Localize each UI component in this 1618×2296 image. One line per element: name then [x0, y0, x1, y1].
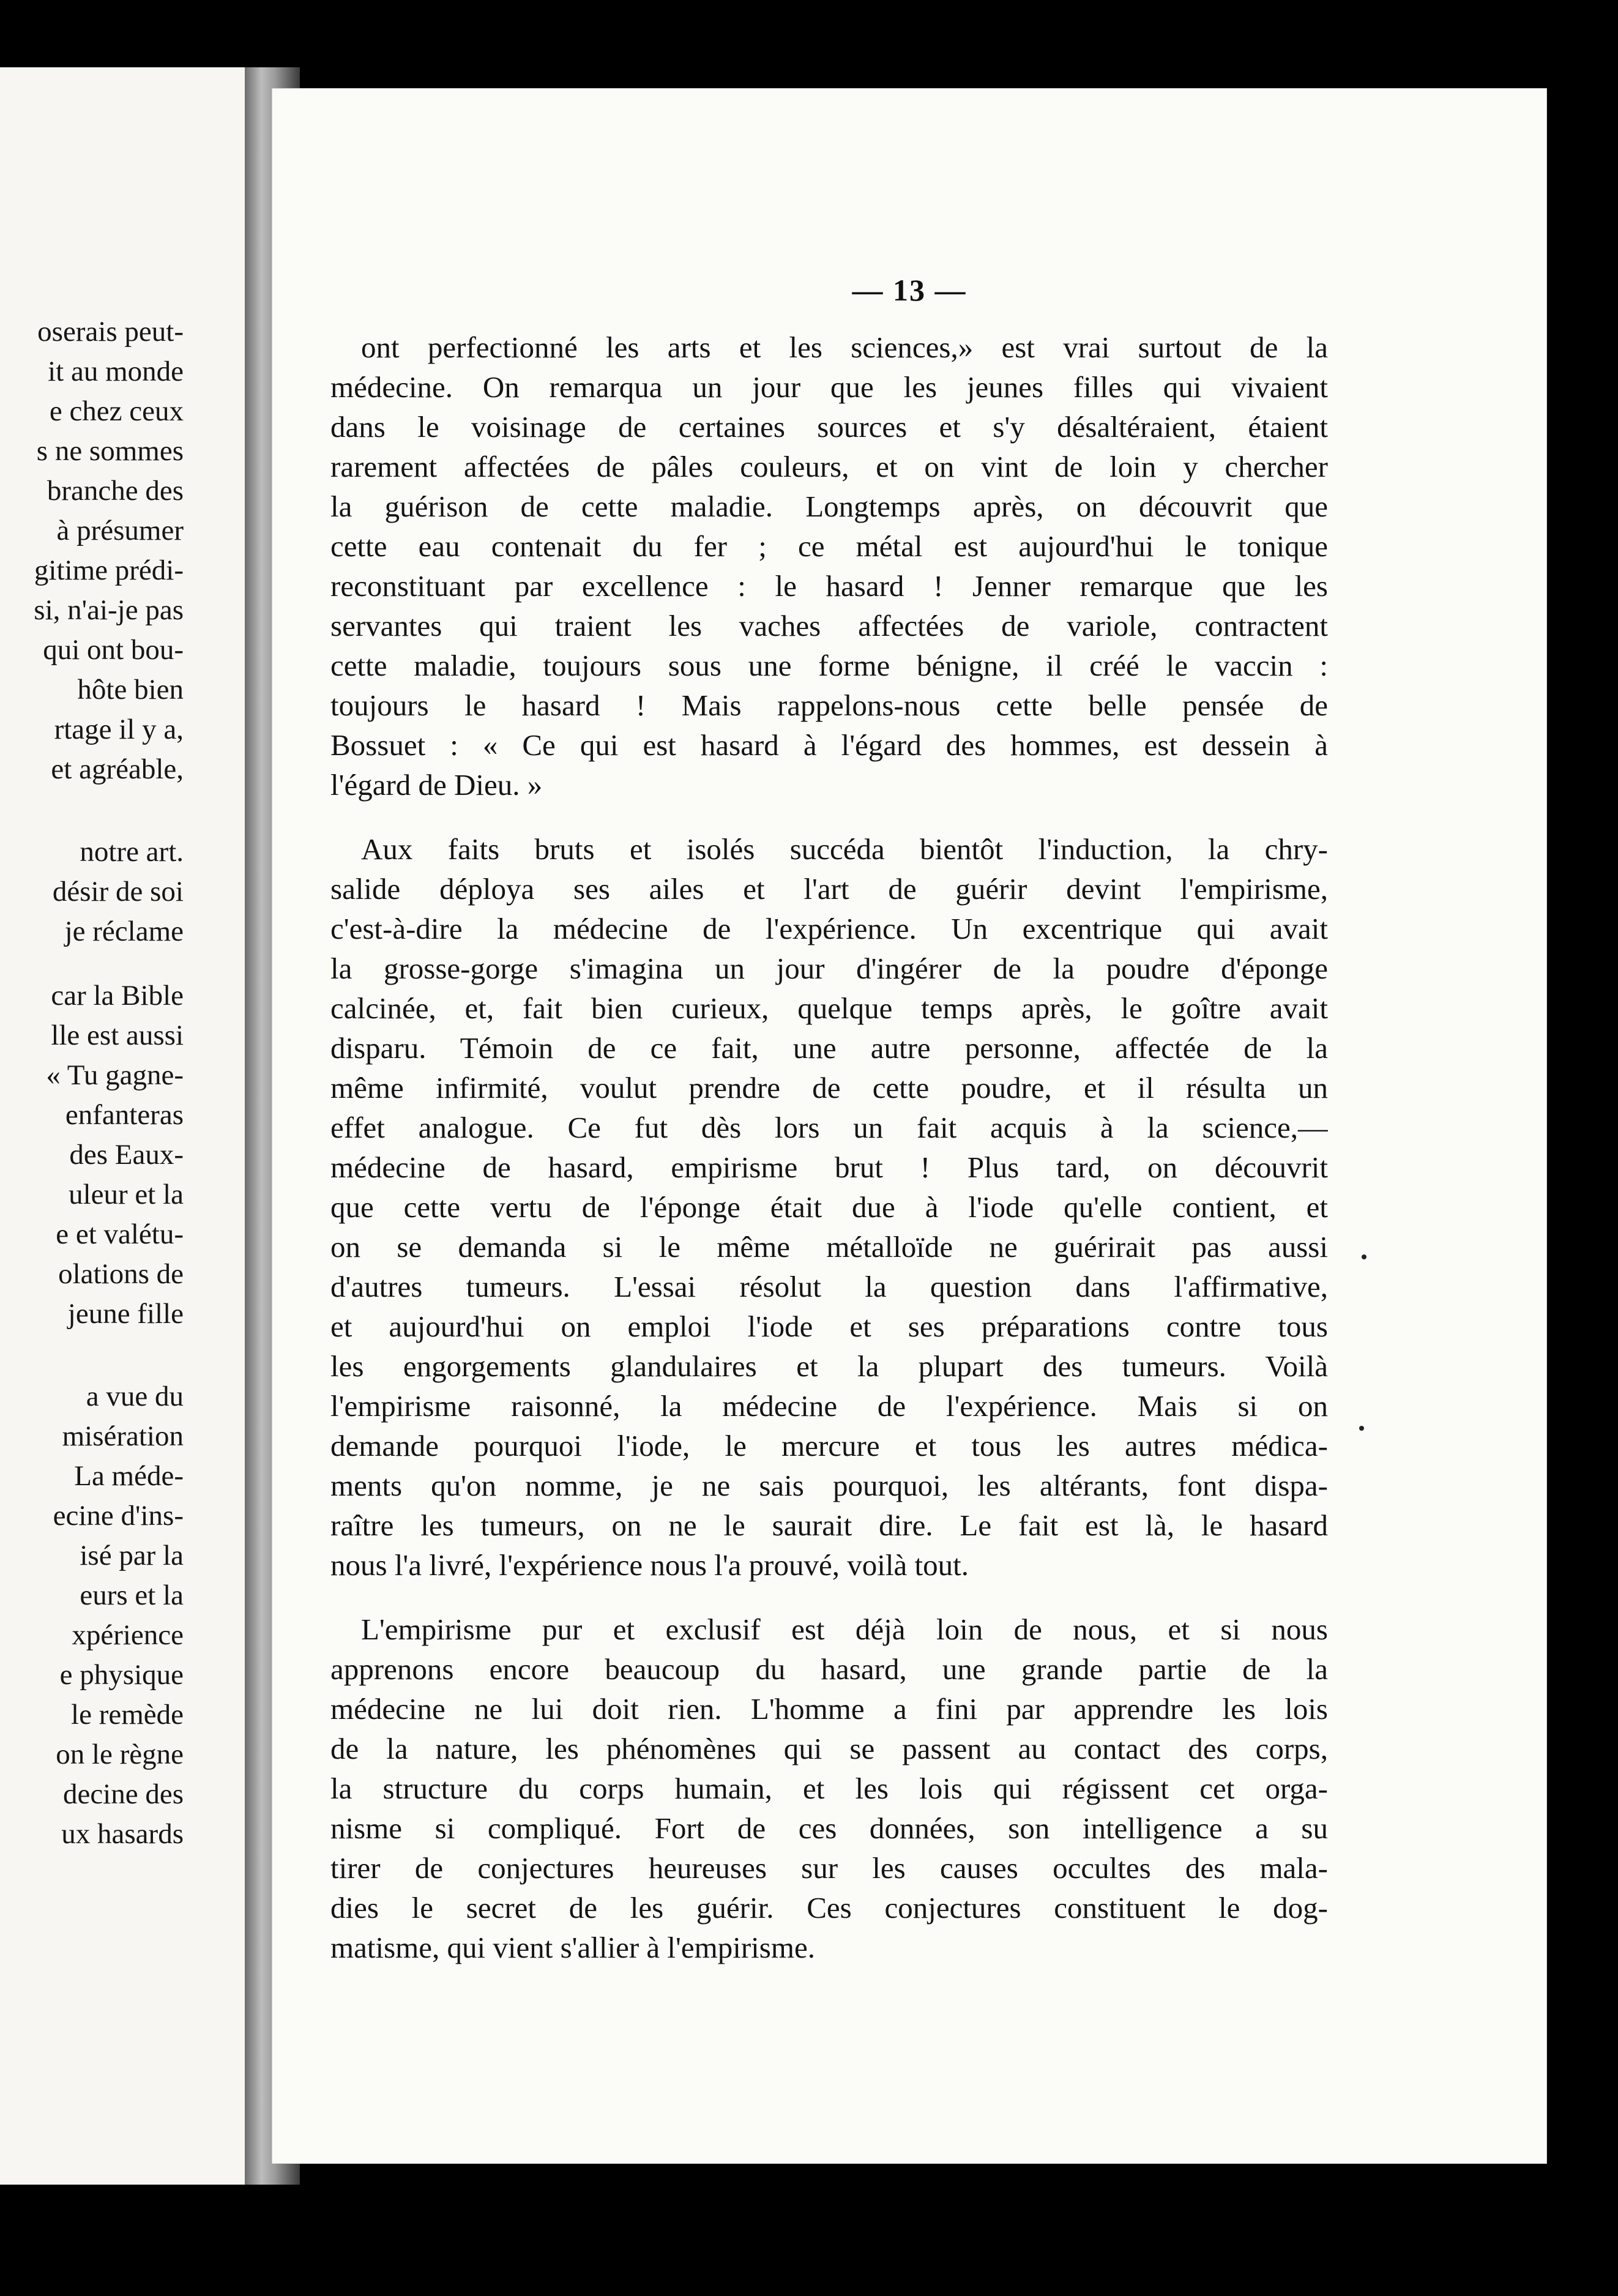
previous-page-line: it au monde — [48, 356, 184, 387]
paragraph-3 — [330, 1609, 1328, 1967]
previous-page-line: e physique — [59, 1659, 184, 1691]
previous-page-line: et agréable, — [51, 753, 184, 785]
previous-page-line: a vue du — [86, 1381, 184, 1412]
previous-page-line: La méde- — [74, 1460, 184, 1492]
text-line: matisme, qui vient s'allier à l'empirisme. — [330, 1931, 815, 1964]
previous-page-line: si, n'ai-je pas — [34, 594, 184, 626]
text-line: cette maladie, toujours sous une forme bénigne, il créé le vaccin : — [330, 649, 1328, 682]
text-line: la guérison de cette maladie. Longtemps après, on découvrit que — [330, 490, 1328, 523]
previous-page-line: e et valétu- — [56, 1218, 184, 1250]
text-line: de la nature, les phénomènes qui se passent au contact des corps, — [330, 1732, 1328, 1765]
previous-page-line: olations de — [58, 1258, 184, 1290]
text-line: dies le secret de les guérir. Ces conjectures constituent le dog- — [330, 1891, 1328, 1925]
previous-page-line: xpérience — [72, 1619, 184, 1651]
paragraph-2 — [330, 829, 1328, 1585]
text-line: c'est-à-dire la médecine de l'expérience. Un excentrique qui avait — [330, 912, 1328, 945]
text-line: ont perfectionné les arts et les sciences,» est vrai surtout de la — [361, 330, 1328, 364]
text-line: demande pourquoi l'iode, le mercure et tous les autres médica- — [330, 1429, 1328, 1463]
text-line: ments qu'on nomme, je ne sais pourquoi, les altérants, font dispa- — [330, 1469, 1328, 1502]
text-line: l'empirisme raisonné, la médecine de l'expérience. Mais si on — [330, 1389, 1328, 1423]
paragraph-1 — [330, 327, 1328, 805]
previous-page-line: oserais peut- — [37, 316, 184, 348]
previous-page-line: misération — [62, 1420, 184, 1452]
text-line: effet analogue. Ce fut dès lors un fait acquis à la science,— — [330, 1111, 1328, 1144]
previous-page — [0, 67, 245, 2185]
previous-page-line: « Tu gagne- — [46, 1059, 184, 1091]
text-line: et aujourd'hui on emploi l'iode et ses préparations contre tous — [330, 1310, 1328, 1343]
previous-page-line: hôte bien — [77, 674, 184, 706]
text-line: apprenons encore beaucoup du hasard, une grande partie de la — [330, 1652, 1328, 1686]
text-line: L'empirisme pur et exclusif est déjà loin de nous, et si nous — [361, 1612, 1328, 1646]
text-line: la structure du corps humain, et les lois qui régissent cet orga- — [330, 1772, 1328, 1805]
previous-page-line: on le règne — [56, 1739, 184, 1770]
previous-page-line: branche des — [47, 475, 184, 507]
text-line: d'autres tumeurs. L'essai résolut la question dans l'affirmative, — [330, 1270, 1328, 1303]
text-line: cette eau contenait du fer ; ce métal est aujourd'hui le tonique — [330, 529, 1328, 563]
text-line: calcinée, et, fait bien curieux, quelque temps après, le goître avait — [330, 991, 1328, 1025]
previous-page-line: lle est aussi — [51, 1019, 184, 1051]
text-line: toujours le hasard ! Mais rappelons-nous cette belle pensée de — [330, 688, 1328, 722]
previous-page-line: isé par la — [80, 1540, 184, 1571]
text-line: Aux faits bruts et isolés succéda bientôt l'induction, la chry- — [361, 832, 1328, 866]
current-page — [272, 89, 1546, 2163]
page-body — [330, 327, 1328, 1992]
previous-page-line: gitime prédi- — [34, 554, 184, 586]
text-line: disparu. Témoin de ce fait, une autre personne, affectée de la — [330, 1031, 1328, 1065]
text-line: nous l'a livré, l'expérience nous l'a prouvé, voilà tout. — [330, 1548, 969, 1582]
scan-speck — [1362, 1254, 1366, 1259]
text-line: les engorgements glandulaires et la plupart des tumeurs. Voilà — [330, 1349, 1328, 1383]
previous-page-line: eurs et la — [80, 1579, 184, 1611]
text-line: tirer de conjectures heureuses sur les causes occultes des mala- — [330, 1851, 1328, 1885]
text-line: dans le voisinage de certaines sources et s'y désaltéraient, étaient — [330, 410, 1328, 444]
previous-page-line: ux hasards — [61, 1818, 184, 1850]
previous-page-line: car la Bible — [51, 980, 184, 1012]
text-line: servantes qui traient les vaches affectées de variole, contractent — [330, 609, 1328, 643]
text-line: reconstituant par excellence : le hasard ! Jenner remarque que les — [330, 569, 1328, 603]
previous-page-line: rtage il y a, — [54, 714, 184, 745]
scan-speck — [1359, 1426, 1364, 1431]
text-line: nisme si compliqué. Fort de ces données, son intelligence a su — [330, 1811, 1328, 1845]
previous-page-line: je réclame — [64, 915, 184, 947]
previous-page-line: des Eaux- — [69, 1139, 184, 1171]
page-number: — 13 — — [852, 273, 967, 307]
text-line: même infirmité, voulut prendre de cette poudre, et il résulta un — [330, 1071, 1328, 1105]
text-line: médecine. On remarqua un jour que les jeunes filles qui vivaient — [330, 370, 1328, 404]
previous-page-line: qui ont bou- — [43, 634, 184, 666]
previous-page-line: e chez ceux — [49, 395, 184, 427]
previous-page-line: s ne sommes — [36, 435, 184, 467]
previous-page-line: notre art. — [80, 836, 184, 868]
previous-page-text — [0, 312, 184, 1854]
previous-page-line: decine des — [62, 1778, 184, 1810]
text-line: l'égard de Dieu. » — [330, 768, 543, 802]
text-line: Bossuet : « Ce qui est hasard à l'égard des hommes, est dessein à — [330, 728, 1328, 762]
text-line: médecine ne lui doit rien. L'homme a fini par apprendre les lois — [330, 1692, 1328, 1726]
previous-page-line: le remède — [71, 1699, 184, 1731]
text-line: raître les tumeurs, on ne le saurait dire. Le fait est là, le hasard — [330, 1508, 1328, 1542]
previous-page-line: à présumer — [56, 515, 184, 546]
text-line: salide déploya ses ailes et l'art de guérir devint l'empirisme, — [330, 872, 1328, 906]
text-line: on se demanda si le même métalloïde ne guérirait pas aussi — [330, 1230, 1328, 1264]
previous-page-line: jeune fille — [67, 1298, 184, 1330]
text-line: rarement affectées de pâles couleurs, et on vint de loin y chercher — [330, 450, 1328, 483]
previous-page-line: enfanteras — [65, 1099, 184, 1131]
text-line: médecine de hasard, empirisme brut ! Plus tard, on découvrit — [330, 1150, 1328, 1184]
previous-page-line: uleur et la — [69, 1179, 184, 1210]
text-line: que cette vertu de l'éponge était due à l'iode qu'elle contient, et — [330, 1190, 1328, 1224]
previous-page-line: ecine d'ins- — [53, 1500, 184, 1532]
previous-page-line: désir de soi — [52, 876, 184, 908]
text-line: la grosse-gorge s'imagina un jour d'ingérer de la poudre d'éponge — [330, 952, 1328, 985]
